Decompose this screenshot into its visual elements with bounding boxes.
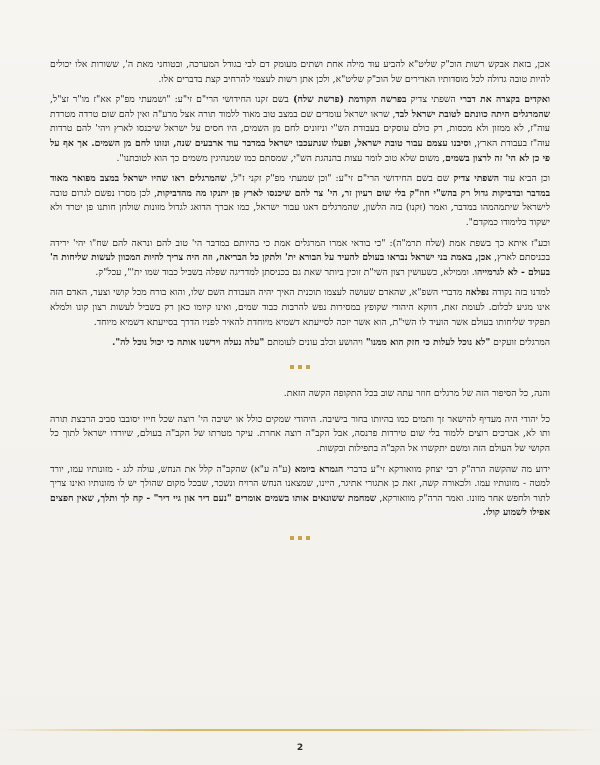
text-run: שם בשם החידושי הרי"ם זי"ע: "וכן שמעתי מפ"ק זקני ז"ל, [226,173,450,185]
text-run: הגמרא ביומא [294,463,344,475]
paragraph-3 [50,172,550,230]
paragraph-7 [50,387,550,402]
text-run: השפתי צדיק [449,173,500,185]
text-run: נפלאה [465,287,489,299]
paragraph-6 [50,336,550,351]
paragraph-1 [50,58,550,87]
text-run: וכע"ז איתא כך בשפת אמת (שלח תרמ"ה): "כי בודאי אמרו המרגלים אמת כי בהיותם במדבר הי' טוב להם ונראה להם שח"ו יהי' ירידה בכניסתם לארץ, [50,237,550,264]
text-run: בשם זקנו החידושי הרי"ם זי"ע: "ושמעתי מפ"ק אא"ז מו"ר זצ"ל, [50,94,289,106]
text-run: . וממילא, כשעושין רצון השי"ת זוכין ביותר שאת גם בכניסתן למדריגה שפלה בשביל כבוד שמו ית'", עכל"ק. [95,266,475,278]
section-separator-2 [50,531,550,546]
text-run: אכן, בזאת אבקש רשות הוכ"ק שליט"א להביע עוד מילה אחת ושתים מעומק דם לבי בגודל המערכה, ובטוחני מאת ה', ששורות אלו יכולים להיות טובה גדולה לכל מוסדותיו האדירים של הוכ"ק שליט"א, ולכן אתן רשות לעצמי להרחיב קצת בדברים אלו. [50,59,550,85]
text-run: "עלה נעלה וירשנו אותה כי יכול נוכל לה". [112,337,265,349]
text-run: ידוע מה שהקשה הרה"ק רבי יצחק מוואורקא זי"ע בדברי [343,463,550,475]
text-run: שהמרגלים ראו שהיו ישראל במצב מפואר מאוד במדבר ובדביקות גדול רק בהש"י חוז"ק בלי שום רעיון זר, הי' צר להם שיכנסו לארץ פן יתנקו מה מהדביקות [50,173,550,199]
paragraph-4 [50,237,550,281]
text-run: ויהושע וכלב עונים לעומתם [264,337,366,349]
page-content [50,58,550,546]
text-run: וסיבנו עצמם עבור טובת ישראל, ופעלו שנתעכבו ישראל במדבר עוד ארבעים שנה, ונזונו לחם מן השמים. אך אף על פי כן לא הי' זה לרצון בשמים [50,137,550,164]
text-run: והנה, כל הסיפור הזה של מרגלים חוזר עתה שוב בכל התקופה הקשה הזאת. [283,388,550,400]
text-run: בפרשה הקודמת (פרשת שלח) [288,94,407,106]
text-run: שמחמת ששונאים אותו בשמים אומרים "נעם דיר און גיי דיר" - קח לך ותלך, שאין חפצים אפילו לשמוע קולו. [50,492,550,519]
text-run: כל יהודי היה מעדיף להישאר זך ותמים כמו בהיותו בחור בישיבה. היהודי שמקים כולל או ישיבה הי' רוצה שכל חייו יסובבו סביב הרבצת תורה ותו לא, אברכים רוצים ללמוד בלי שום טירדות פרנסה, אבל הקב"ה רוצה אחרת. עיקר מטרתו של הקב"ה בעולם, שיורדו ישראל לתוך כל הקושי של העולם הזה ומשם יתקשרו אל הקב"ה בתפילות ובקשות. [50,413,550,455]
paragraph-9 [50,463,550,521]
text-run: למדנו בזה נקודה [488,287,550,299]
footer-rule [0,729,600,731]
text-run: אכן, באמת בני ישראל נבראו בעולם להעיד על הבורא ית' ולתקן כל הבריאה, וזה היה צריך להיות המכוון לעשות שליחות ה' בעולם - לא לגרמייהו [50,252,550,278]
paragraph-5 [50,286,550,330]
text-run: השפתי צדיק [406,94,456,106]
text-run: שהמרגלים היתה כוונתם לטובת ישראל לבד [395,108,551,120]
paragraph-2 [50,93,550,166]
text-run: מדברי השפ"א, שהאדם שעושה לעצמו תוכנית האיך יהיה העבודת השם שלו, והוא בורח מכל קושי וצער, האדם הזה אינו מגיע לכלום. לעומת זאת, דווקא היהודי שקופץ במסירות נפש להרבות כבוד שמים, ואינו קיומו כאן רק בשביל לעשות רצון קונו ולמלא תפקיד שליחותו בעולם אשר הועיד לו השי"ת, הוא אשר יזכה לסייעתא דשמיא מיוחדת להאיר לפניו הדרך בסייעתא דשמיא מיוחד. [50,287,550,328]
text-run: , משום שלא טוב לומר עצות בהנהגת הש"י, שמסתם כמו שמנהיגין משמים כך הוא לטובתנו". [116,152,446,164]
text-run: ואקדים בקצרה את דברי [455,94,550,106]
paragraph-8 [50,413,550,457]
section-separator-1 [50,361,550,376]
text-run: המרגלים זועקים [490,337,550,349]
text-run: וכן הביא עוד [499,173,550,185]
text-run: , לכן מסרו נפשם לגרום טובה לישראל שיתמהמהו במדבר, ואמר (זקנו) בזה הלשון, שהמרגלים דאגו עבור ישראל, כמו אברך הדואג לגדול מזונות שולחן חותנו פן יטרד ולא ישקוד בלימודו כמקדם". [50,187,550,228]
text-run: "לא נוכל לעלות כי חזק הוא ממנו" [365,337,491,349]
page-number: 2 [296,743,304,753]
text-run: , שראו ישראל עומדים שם במצב טוב מאוד ללמוד תורה אצל מרע"ה ואין להם שום טרדה מטרדת עוה"ז, לא ממזון ולא מכסות, רק כולם עוסקים בעבודת הש"י וניזונים לחם מן השמים, היו חסים על ישראל שיכנסו לארץ ויהי' להם טרדות עוה"ז בעבודת הארץ, [50,108,550,149]
text-run: (ע"ה ע"א) שהקב"ה קלל את הנחש, עולה לגג - מזונותיו עמו, יורד למטה - מזונותיו עמו. ולכאורה קשה, זאת כן אתגורי אתיגר, היינו, שמצאנו הנחש הרויח ונשכר, שבכל מקום שהולך יש לו מזונותיו ואינו צריך לתור ולחפש אחר מזונו. ואמר הרה"ק מוואורקא, [50,463,550,504]
